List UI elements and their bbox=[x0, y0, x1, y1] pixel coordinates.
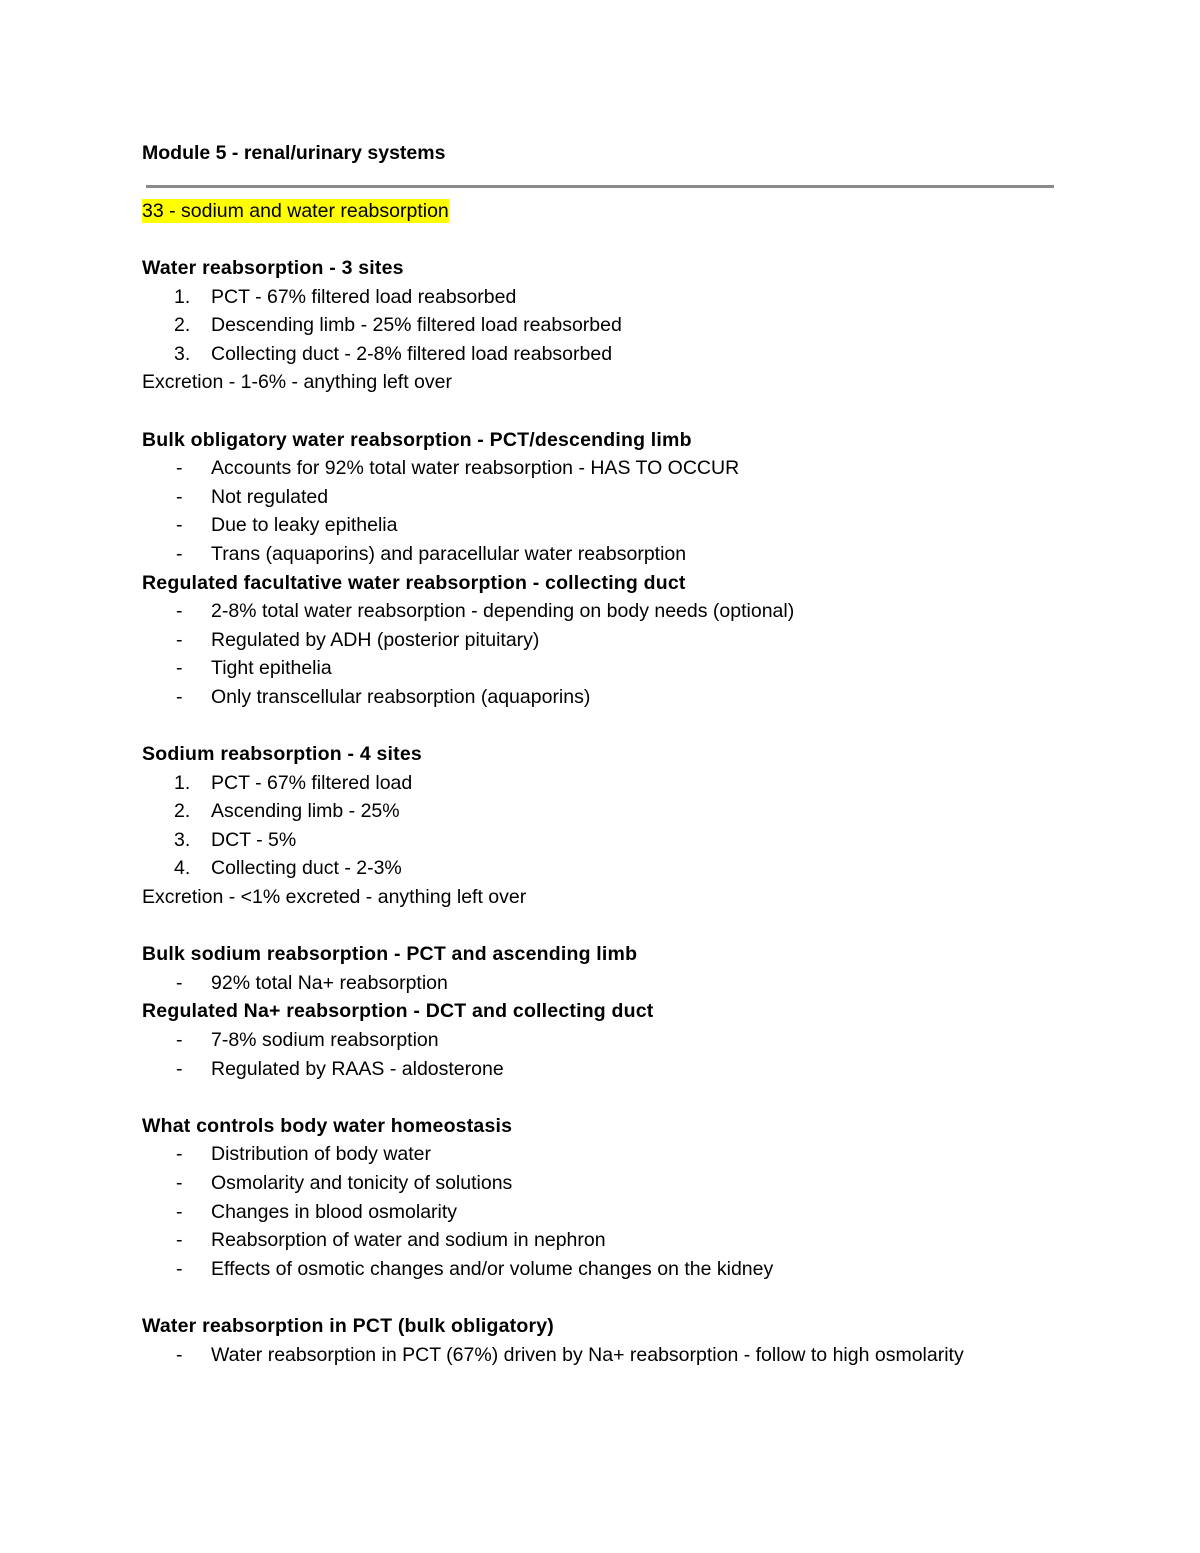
list-item-text: Water reabsorption in PCT (67%) driven by Na+ reabsorption - follow to high osmolarity bbox=[211, 1343, 964, 1366]
section-heading: Water reabsorption - 3 sites bbox=[142, 257, 404, 279]
spacer bbox=[142, 397, 1072, 426]
list-number: 4. bbox=[174, 857, 191, 880]
section-heading: Sodium reabsorption - 4 sites bbox=[142, 743, 422, 766]
list-item bbox=[142, 654, 1072, 683]
section bbox=[142, 1112, 1072, 1312]
dash-bullet: - bbox=[176, 1143, 183, 1166]
section-heading: Bulk obligatory water reabsorption - PCT/descending limb bbox=[142, 428, 692, 451]
list-item bbox=[142, 854, 1072, 883]
list-number: 1. bbox=[174, 285, 191, 308]
list-item bbox=[142, 1169, 1072, 1198]
list-item bbox=[142, 769, 1072, 798]
section bbox=[142, 740, 1072, 940]
list-item-text: Due to leaky epithelia bbox=[211, 514, 398, 537]
list-item bbox=[142, 969, 1072, 998]
spacer bbox=[142, 1083, 1072, 1112]
dash-bullet: - bbox=[176, 1257, 183, 1280]
list-item bbox=[142, 311, 1072, 340]
list-item-text: 2-8% total water reabsorption - depending on body needs (optional) bbox=[211, 600, 795, 623]
highlighted-heading: 33 - sodium and water reabsorption bbox=[142, 200, 449, 222]
spacer bbox=[142, 1283, 1072, 1312]
list-item-text: Changes in blood osmolarity bbox=[211, 1200, 458, 1223]
list-item bbox=[142, 1055, 1072, 1084]
list-item-text: DCT - 5% bbox=[211, 828, 297, 851]
spacer bbox=[142, 912, 1072, 941]
list-item-text: Trans (aquaporins) and paracellular water reabsorption bbox=[211, 542, 687, 565]
list-number: 3. bbox=[174, 828, 191, 851]
section-heading: Bulk sodium reabsorption - PCT and ascending limb bbox=[142, 943, 638, 966]
dash-bullet: - bbox=[176, 657, 183, 680]
list-item-text: Not regulated bbox=[211, 485, 329, 508]
list-item-text: Osmolarity and tonicity of solutions bbox=[211, 1172, 513, 1194]
section-heading: Regulated Na+ reabsorption - DCT and collecting duct bbox=[142, 1000, 654, 1023]
list-item bbox=[142, 626, 1072, 655]
list-item bbox=[142, 826, 1072, 855]
list-item bbox=[142, 1198, 1072, 1227]
lecture-heading bbox=[142, 197, 449, 225]
list-item bbox=[142, 511, 1072, 540]
list-item-text: Tight epithelia bbox=[211, 657, 332, 680]
list-number: 2. bbox=[174, 800, 191, 823]
dash-bullet: - bbox=[176, 542, 183, 565]
excretion-note: Excretion - <1% excreted - anything left over bbox=[142, 886, 527, 909]
list-item-text: Only transcellular reabsorption (aquaporins) bbox=[211, 685, 591, 708]
dash-bullet: - bbox=[176, 628, 183, 651]
list-item-text: Accounts for 92% total water reabsorption - HAS TO OCCUR bbox=[211, 457, 740, 480]
list-item-text: 92% total Na+ reabsorption bbox=[211, 971, 448, 994]
document-page bbox=[142, 138, 1072, 1366]
list-item-text: Collecting duct - 2-3% bbox=[211, 857, 402, 880]
list-item bbox=[142, 454, 1072, 483]
dash-bullet: - bbox=[176, 514, 183, 537]
list-number: 2. bbox=[174, 314, 191, 337]
list-item-text: 7-8% sodium reabsorption bbox=[211, 1029, 439, 1052]
excretion-note: Excretion - 1-6% - anything left over bbox=[142, 371, 452, 394]
list-item bbox=[142, 1140, 1072, 1169]
dash-bullet: - bbox=[176, 1057, 183, 1080]
section bbox=[142, 940, 1072, 997]
list-item-text: PCT - 67% filtered load bbox=[211, 771, 413, 794]
section bbox=[142, 1312, 1072, 1369]
dash-bullet: - bbox=[176, 685, 183, 708]
list-item bbox=[142, 283, 1072, 312]
dash-bullet: - bbox=[176, 600, 183, 623]
dash-bullet: - bbox=[176, 1200, 183, 1223]
list-item bbox=[142, 683, 1072, 712]
list-item bbox=[142, 1226, 1072, 1255]
list-item-text: Regulated by ADH (posterior pituitary) bbox=[211, 628, 540, 651]
list-item-text: Effects of osmotic changes and/or volume changes on the kidney bbox=[211, 1257, 774, 1280]
section-heading: Regulated facultative water reabsorption - collecting duct bbox=[142, 571, 686, 594]
list-item-text: Regulated by RAAS - aldosterone bbox=[211, 1057, 504, 1080]
section-heading: Water reabsorption in PCT (bulk obligatory) bbox=[142, 1314, 554, 1337]
list-item bbox=[142, 483, 1072, 512]
dash-bullet: - bbox=[176, 1229, 183, 1252]
list-number: 3. bbox=[174, 342, 191, 365]
section bbox=[142, 997, 1072, 1111]
dash-bullet: - bbox=[176, 1343, 183, 1366]
section bbox=[142, 426, 1072, 569]
list-item-text: PCT - 67% filtered load reabsorbed bbox=[211, 285, 517, 308]
list-item-text: Reabsorption of water and sodium in nephron bbox=[211, 1229, 606, 1252]
list-item bbox=[142, 597, 1072, 626]
section bbox=[142, 569, 1072, 741]
list-item-text: Ascending limb - 25% bbox=[211, 800, 400, 823]
list-item bbox=[142, 1341, 1072, 1370]
dash-bullet: - bbox=[176, 971, 183, 994]
list-item-text: Collecting duct - 2-8% filtered load reabsorbed bbox=[211, 342, 613, 365]
list-item bbox=[142, 1026, 1072, 1055]
list-item-text: Distribution of body water bbox=[211, 1143, 432, 1166]
dash-bullet: - bbox=[176, 457, 183, 480]
list-item bbox=[142, 797, 1072, 826]
section-heading: What controls body water homeostasis bbox=[142, 1114, 513, 1137]
list-item bbox=[142, 1255, 1072, 1284]
document-title: Module 5 - renal/urinary systems bbox=[142, 142, 446, 164]
document-content bbox=[142, 254, 1072, 1369]
list-number: 1. bbox=[174, 771, 191, 794]
horizontal-rule bbox=[146, 185, 1054, 188]
dash-bullet: - bbox=[176, 1172, 183, 1194]
section bbox=[142, 254, 1072, 426]
dash-bullet: - bbox=[176, 485, 183, 508]
dash-bullet: - bbox=[176, 1029, 183, 1052]
list-item-text: Descending limb - 25% filtered load reabsorbed bbox=[211, 314, 622, 337]
list-item bbox=[142, 540, 1072, 569]
spacer bbox=[142, 712, 1072, 741]
list-item bbox=[142, 340, 1072, 369]
